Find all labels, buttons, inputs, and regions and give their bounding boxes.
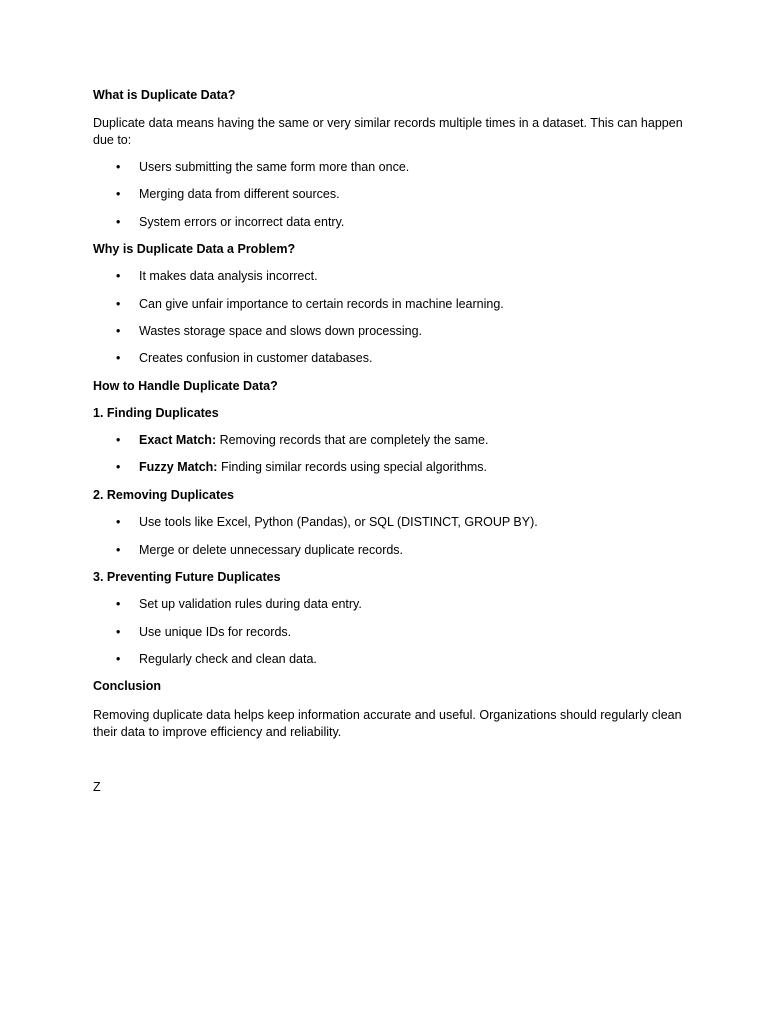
heading-conclusion: Conclusion bbox=[93, 679, 162, 693]
list-item-text: Use tools like Excel, Python (Pandas), or SQL (DISTINCT, GROUP BY). bbox=[139, 515, 538, 529]
list-item bbox=[116, 652, 317, 666]
subheading-preventing-duplicates: 3. Preventing Future Duplicates bbox=[93, 570, 281, 584]
bullet-icon: • bbox=[116, 160, 121, 174]
heading-what-is-duplicate-data: What is Duplicate Data? bbox=[93, 88, 236, 102]
list-item bbox=[116, 324, 422, 338]
list-item bbox=[116, 543, 403, 557]
list-item bbox=[116, 351, 372, 365]
list-item-text: Wastes storage space and slows down processing. bbox=[139, 324, 423, 338]
bullet-icon: • bbox=[116, 625, 121, 639]
bullet-icon: • bbox=[116, 324, 121, 338]
heading-how-to-handle: How to Handle Duplicate Data? bbox=[93, 379, 278, 393]
intro-paragraph: Duplicate data means having the same or very similar records multiple times in a dataset. This can happen due to: bbox=[93, 116, 683, 147]
bullet-icon: • bbox=[116, 652, 121, 666]
list-item-text: Use unique IDs for records. bbox=[139, 625, 292, 639]
list-item-text: Regularly check and clean data. bbox=[139, 652, 317, 666]
trailing-text: Z bbox=[93, 780, 101, 794]
subheading-removing-duplicates: 2. Removing Duplicates bbox=[93, 488, 235, 502]
list-item bbox=[116, 515, 538, 529]
list-item-text: Merge or delete unnecessary duplicate records. bbox=[139, 543, 404, 557]
bullet-icon: • bbox=[116, 543, 121, 557]
list-item-text: Finding similar records using special algorithms. bbox=[217, 460, 488, 474]
list-item bbox=[116, 215, 344, 229]
bullet-icon: • bbox=[116, 297, 121, 311]
list-item bbox=[116, 160, 409, 174]
conclusion-paragraph: Removing duplicate data helps keep information accurate and useful. Organizations should regularly clean their data to improve efficiency and reliability. bbox=[93, 708, 682, 739]
list-item bbox=[116, 187, 340, 201]
list-item bbox=[116, 433, 488, 447]
bullet-icon: • bbox=[116, 515, 121, 529]
bullet-icon: • bbox=[116, 269, 121, 283]
bullet-icon: • bbox=[116, 215, 121, 229]
list-item-text: Can give unfair importance to certain records in machine learning. bbox=[139, 297, 504, 311]
list-item-text: Set up validation rules during data entry. bbox=[139, 597, 362, 611]
heading-why-problem: Why is Duplicate Data a Problem? bbox=[93, 242, 296, 256]
list-item-text: Users submitting the same form more than once. bbox=[139, 160, 410, 174]
list-item bbox=[116, 625, 291, 639]
bullet-icon: • bbox=[116, 187, 121, 201]
list-item bbox=[116, 460, 487, 474]
list-item bbox=[116, 269, 318, 283]
list-item-text: System errors or incorrect data entry. bbox=[139, 215, 345, 229]
list-item bbox=[116, 597, 362, 611]
bullet-icon: • bbox=[116, 351, 121, 365]
list-item-text: Merging data from different sources. bbox=[139, 187, 340, 201]
list-item bbox=[116, 297, 504, 311]
list-item-text: Removing records that are completely the same. bbox=[216, 433, 489, 447]
subheading-finding-duplicates: 1. Finding Duplicates bbox=[93, 406, 219, 420]
list-item-term: Exact Match: bbox=[139, 433, 217, 447]
bullet-icon: • bbox=[116, 433, 121, 447]
bullet-icon: • bbox=[116, 460, 121, 474]
list-item-text: It makes data analysis incorrect. bbox=[139, 269, 318, 283]
bullet-icon: • bbox=[116, 597, 121, 611]
list-item-term: Fuzzy Match: bbox=[139, 460, 218, 474]
list-item-text: Creates confusion in customer databases. bbox=[139, 351, 373, 365]
